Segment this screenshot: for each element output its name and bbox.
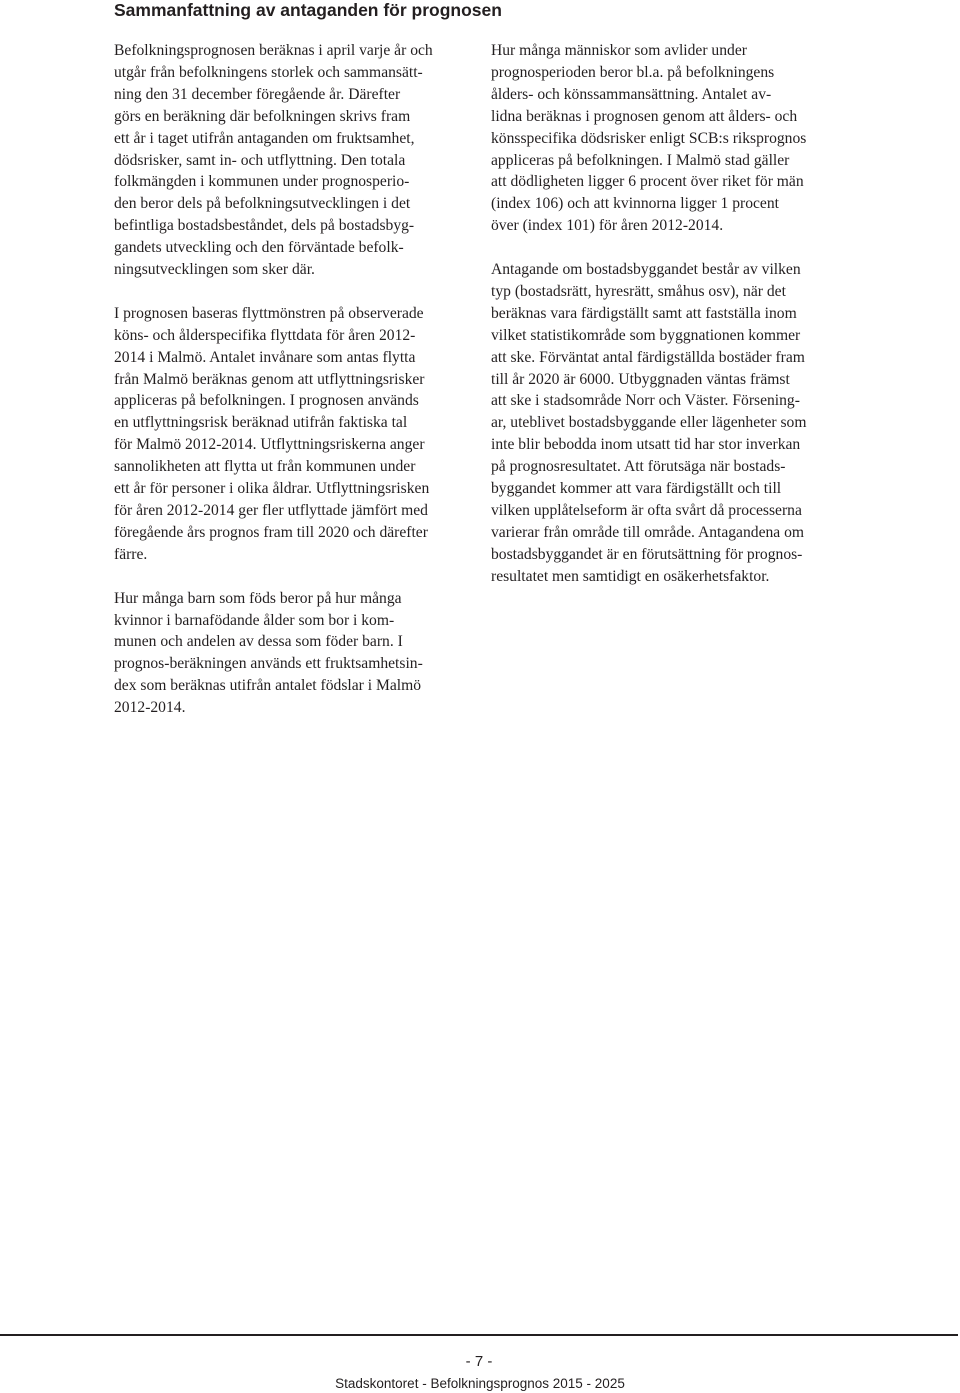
text-line: sannolikheten att flytta ut från kommunen under	[114, 458, 416, 476]
text-line: från Malmö beräknas genom att utflyttningsrisker	[114, 370, 425, 388]
text-line: vilket statistikområde som byggnationen kommer	[491, 326, 801, 344]
text-line: köns- och ålderspecifika flyttdata för åren 2012-	[114, 326, 416, 344]
text-line: att ske. Förväntat antal färdigställda bostäder fram	[491, 348, 805, 366]
footer-divider	[0, 1334, 958, 1336]
text-line: att dödligheten ligger 6 procent över riket för män	[491, 173, 804, 191]
text-line: Antagande om bostadsbyggandet består av vilken	[491, 261, 801, 279]
text-line: byggandet kommer att vara färdigställt och till	[491, 480, 782, 498]
text-line: ar, uteblivet bostadsbyggande eller lägenheter som	[491, 414, 807, 432]
left-column	[114, 40, 482, 741]
text-line: 2014 i Malmö. Antalet invånare som antas flytta	[114, 348, 416, 366]
text-line: könsspecifika dödsrisker enligt SCB:s riksprognos	[491, 129, 807, 147]
footer-text: Stadskontoret - Befolkningsprognos 2015 - 2025	[335, 1376, 625, 1391]
text-line: prognosperioden beror bl.a. på befolkningens	[491, 63, 775, 81]
text-line: att ske i stadsområde Norr och Väster. Försening-	[491, 392, 800, 410]
page-number: - 7 -	[465, 1353, 493, 1370]
text-line: prognos-beräkningen används ett fruktsamhetsin-	[114, 655, 423, 673]
text-line: lidna beräknas i prognosen genom att ålders- och	[491, 107, 798, 125]
text-line: I prognosen baseras flyttmönstren på observerade	[114, 304, 424, 322]
text-line: kvinnor i barnafödande ålder som bor i kom-	[114, 611, 395, 629]
text-line: resultatet men samtidigt en osäkerhetsfaktor.	[491, 567, 770, 585]
text-line: Hur många barn som föds beror på hur många	[114, 589, 402, 607]
text-line: föregående års prognos fram till 2020 och därefter	[114, 523, 428, 541]
text-line: görs en beräkning där befolkningen skrivs fram	[114, 107, 411, 125]
text-line: en utflyttningsrisk beräknad utifrån faktiska tal	[114, 414, 408, 432]
text-line: ning den 31 december föregående år. Därefter	[114, 85, 401, 103]
paragraph-migration	[114, 303, 482, 566]
text-line: Befolkningsprognosen beräknas i april varje år och	[114, 42, 433, 59]
text-line: den beror dels på befolkningsutvecklingen i det	[114, 195, 411, 213]
section-heading: Sammanfattning av antaganden för prognosen	[114, 0, 502, 20]
paragraph-mortality	[491, 40, 859, 237]
text-line: utgår från befolkningens storlek och sammansätt-	[114, 63, 423, 81]
text-line: beräknas vara färdigställt samt att fastställa inom	[491, 304, 797, 322]
paragraph-fertility	[114, 588, 482, 719]
text-line: dödsrisker, samt in- och utflyttning. Den totala	[114, 151, 406, 169]
text-line: till år 2020 är 6000. Utbyggnaden väntas främst	[491, 370, 790, 388]
text-line: för åren 2012-2014 ger fler utflyttade jämfört med	[114, 502, 428, 520]
text-line: folkmängden i kommunen under prognosperio-	[114, 173, 410, 191]
text-line: (index 106) och att kvinnorna ligger 1 procent	[491, 195, 779, 213]
text-line: appliceras på befolkningen. I Malmö stad gäller	[491, 151, 790, 169]
text-line: ett år för personer i olika åldrar. Utflyttningsrisken	[114, 480, 430, 498]
text-line: vilken upplåtelseform är ofta svårt då processerna	[491, 502, 802, 520]
text-line: gandets utveckling och den förväntade befolk-	[114, 239, 404, 257]
text-line: färre.	[114, 545, 148, 563]
text-line: ningsutvecklingen som sker där.	[114, 261, 315, 279]
text-line: inte blir bebodda inom utsatt tid har stor inverkan	[491, 436, 801, 454]
text-line: ålders- och könssammansättning. Antalet av-	[491, 85, 772, 103]
paragraph-housing	[491, 259, 859, 588]
text-line: appliceras på befolkningen. I prognosen används	[114, 392, 419, 410]
text-line: varierar från område till område. Antagandena om	[491, 523, 805, 541]
text-line: typ (bostadsrätt, hyresrätt, småhus osv), när det	[491, 282, 786, 300]
text-line: ett år i taget utifrån antaganden om fruktsamhet,	[114, 129, 415, 147]
text-line: på prognosresultatet. Att förutsäga när bostads-	[491, 458, 786, 476]
text-line: dex som beräknas utifrån antalet födslar i Malmö	[114, 677, 422, 695]
text-line: bostadsbyggandet är en förutsättning för prognos-	[491, 545, 803, 563]
right-column	[491, 40, 859, 610]
text-line: befintliga bostadsbeståndet, dels på bostadsbyg-	[114, 217, 415, 235]
text-line: munen och andelen av dessa som föder barn. I	[114, 633, 403, 651]
text-line: över (index 101) för åren 2012-2014.	[491, 217, 724, 235]
paragraph-forecast-method	[114, 40, 482, 281]
text-line: Hur många människor som avlider under	[491, 42, 747, 59]
text-line: för Malmö 2012-2014. Utflyttningsriskerna anger	[114, 436, 425, 454]
text-line: 2012-2014.	[114, 699, 186, 717]
